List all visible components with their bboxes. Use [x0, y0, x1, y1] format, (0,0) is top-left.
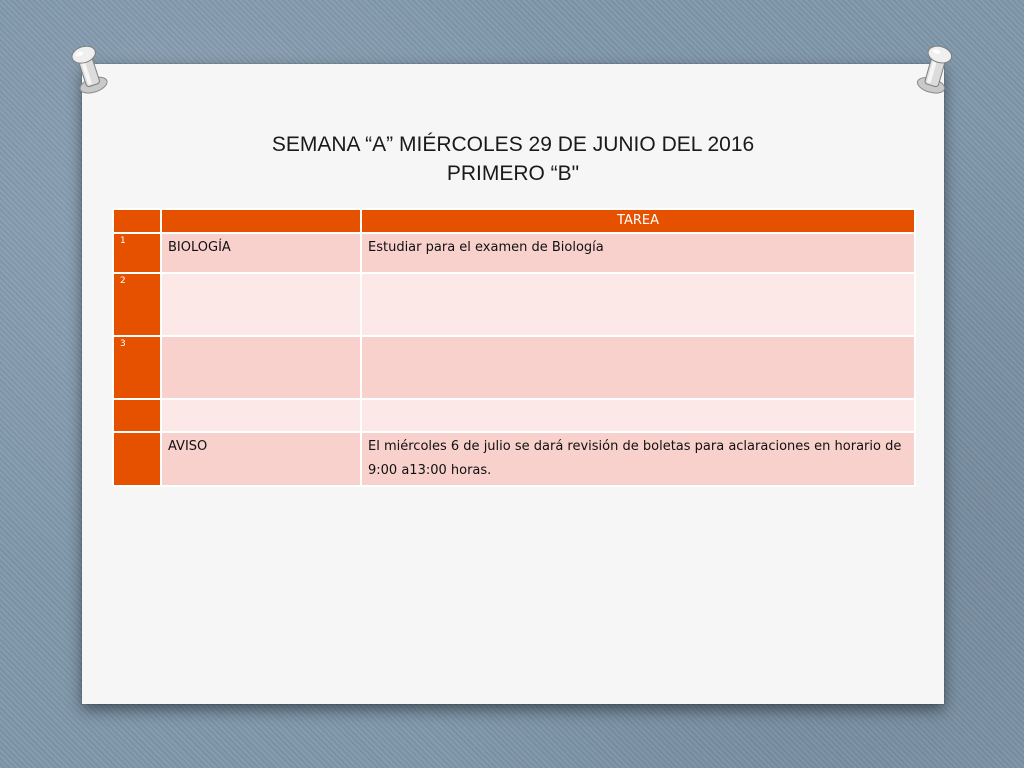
table-row	[113, 336, 915, 399]
pushpin-icon	[912, 38, 961, 98]
table-row	[113, 432, 915, 486]
task-cell: Estudiar para el examen de Biología	[361, 233, 915, 273]
title-line-1: SEMANA “A” MIÉRCOLES 29 DE JUNIO DEL 2016	[271, 133, 755, 156]
subject-cell	[161, 399, 361, 432]
subject-cell: BIOLOGÍA	[161, 233, 361, 273]
slide-title	[82, 130, 944, 188]
row-number: 3	[113, 336, 161, 399]
table-row	[113, 399, 915, 432]
subject-cell	[161, 336, 361, 399]
notice-text-cell: El miércoles 6 de julio se dará revisión de boletas para aclaraciones en horario de 9:00 a13:00 horas.	[361, 432, 915, 486]
header-subject-cell	[161, 209, 361, 233]
task-cell	[361, 399, 915, 432]
pushpin-icon	[63, 38, 113, 99]
row-number	[113, 399, 161, 432]
table-row	[113, 233, 915, 273]
row-number: 1	[113, 233, 161, 273]
table-row	[113, 273, 915, 336]
header-num-cell	[113, 209, 161, 233]
row-number: 2	[113, 273, 161, 336]
notice-label-cell: AVISO	[161, 432, 361, 486]
task-cell	[361, 336, 915, 399]
header-task-cell: TAREA	[361, 209, 915, 233]
task-cell	[361, 273, 915, 336]
schedule-table	[112, 208, 916, 487]
row-number	[113, 432, 161, 486]
table-header-row	[113, 209, 915, 233]
subject-cell	[161, 273, 361, 336]
title-line-2: PRIMERO “B"	[446, 162, 580, 185]
